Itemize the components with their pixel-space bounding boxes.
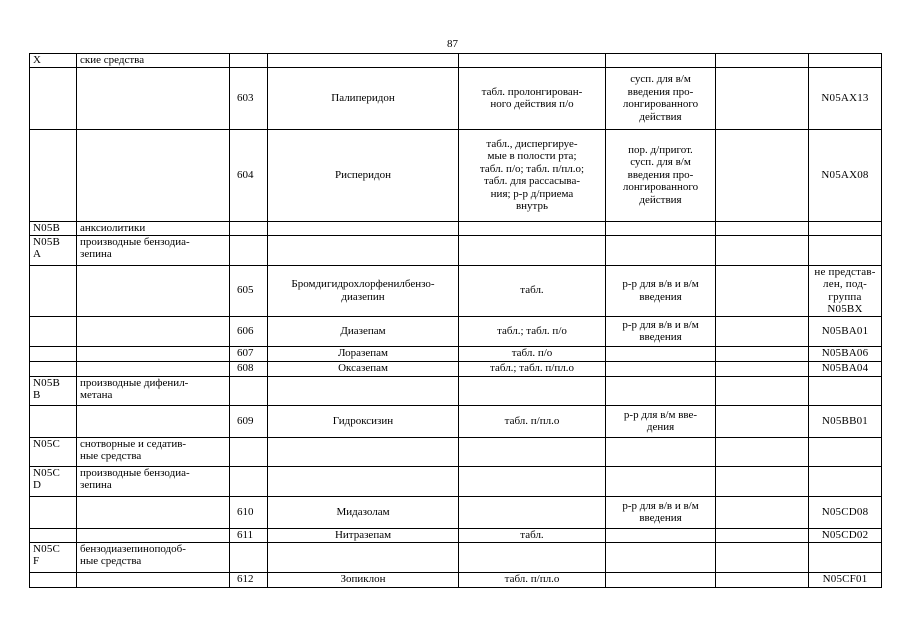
atc-code-cell: N05BA04 — [809, 361, 882, 376]
atc-group-code-cell — [30, 361, 77, 376]
dosage-form-cell — [459, 437, 606, 466]
drug-name-cell — [268, 221, 459, 235]
injection-form-cell — [606, 221, 716, 235]
empty-cell — [716, 346, 809, 361]
dosage-form-cell — [459, 54, 606, 68]
dosage-form-cell: табл.; табл. п/о — [459, 316, 606, 346]
drug-name-cell: Палиперидон — [268, 67, 459, 129]
table-row — [30, 376, 882, 405]
item-number-cell: 604 — [230, 129, 268, 221]
empty-cell — [716, 316, 809, 346]
atc-group-code-cell: N05C F — [30, 542, 77, 572]
drug-name-cell: Бромдигидрохлорфенилбензо- диазепин — [268, 265, 459, 316]
item-number-cell: 609 — [230, 405, 268, 437]
item-number-cell — [230, 542, 268, 572]
group-name-cell: бензодиазепиноподоб- ные средства — [77, 542, 230, 572]
empty-cell — [716, 572, 809, 587]
empty-cell — [716, 235, 809, 265]
injection-form-cell: сусп. для в/м введения про- лонгированного действия — [606, 67, 716, 129]
empty-cell — [716, 67, 809, 129]
table-row — [30, 466, 882, 496]
dosage-form-cell — [459, 466, 606, 496]
group-name-cell — [77, 129, 230, 221]
drug-name-cell: Нитразепам — [268, 528, 459, 542]
atc-code-cell — [809, 376, 882, 405]
drug-name-cell: Рисперидон — [268, 129, 459, 221]
item-number-cell: 608 — [230, 361, 268, 376]
dosage-form-cell: табл.; табл. п/пл.о — [459, 361, 606, 376]
item-number-cell: 611 — [230, 528, 268, 542]
atc-code-cell: N05BB01 — [809, 405, 882, 437]
group-name-cell: ские средства — [77, 54, 230, 68]
injection-form-cell — [606, 376, 716, 405]
drug-name-cell: Мидазолам — [268, 496, 459, 528]
group-name-cell — [77, 265, 230, 316]
atc-code-cell: N05AX08 — [809, 129, 882, 221]
group-name-cell: снотворные и седатив- ные средства — [77, 437, 230, 466]
item-number-cell: 610 — [230, 496, 268, 528]
dosage-form-cell: табл. п/пл.о — [459, 405, 606, 437]
atc-code-cell — [809, 235, 882, 265]
table-row — [30, 346, 882, 361]
atc-code-cell — [809, 221, 882, 235]
group-name-cell — [77, 405, 230, 437]
dosage-form-cell: табл. пролонгирован- ного действия п/о — [459, 67, 606, 129]
atc-code-cell — [809, 437, 882, 466]
item-number-cell: 607 — [230, 346, 268, 361]
atc-group-code-cell — [30, 265, 77, 316]
atc-group-code-cell — [30, 129, 77, 221]
drug-list-table — [29, 53, 882, 588]
dosage-form-cell — [459, 235, 606, 265]
atc-code-cell: N05CF01 — [809, 572, 882, 587]
table-row — [30, 572, 882, 587]
dosage-form-cell — [459, 542, 606, 572]
group-name-cell — [77, 361, 230, 376]
injection-form-cell — [606, 437, 716, 466]
atc-group-code-cell: X — [30, 54, 77, 68]
group-name-cell: производные дифенил- метана — [77, 376, 230, 405]
atc-code-cell: N05CD08 — [809, 496, 882, 528]
atc-code-cell — [809, 466, 882, 496]
item-number-cell: 603 — [230, 67, 268, 129]
drug-name-cell — [268, 235, 459, 265]
item-number-cell: 612 — [230, 572, 268, 587]
injection-form-cell — [606, 54, 716, 68]
injection-form-cell: р-р для в/в и в/м введения — [606, 265, 716, 316]
atc-group-code-cell: N05B A — [30, 235, 77, 265]
drug-name-cell: Гидроксизин — [268, 405, 459, 437]
dosage-form-cell — [459, 221, 606, 235]
drug-name-cell — [268, 54, 459, 68]
atc-group-code-cell: N05C — [30, 437, 77, 466]
atc-group-code-cell — [30, 405, 77, 437]
drug-name-cell: Диазепам — [268, 316, 459, 346]
table-row — [30, 235, 882, 265]
atc-group-code-cell — [30, 528, 77, 542]
atc-code-cell: N05BA01 — [809, 316, 882, 346]
table-row — [30, 67, 882, 129]
atc-group-code-cell: N05B — [30, 221, 77, 235]
dosage-form-cell: табл. — [459, 528, 606, 542]
group-name-cell: производные бензодиа- зепина — [77, 466, 230, 496]
dosage-form-cell: табл. п/пл.о — [459, 572, 606, 587]
injection-form-cell: р-р для в/в и в/м введения — [606, 316, 716, 346]
item-number-cell — [230, 221, 268, 235]
dosage-form-cell: табл. — [459, 265, 606, 316]
group-name-cell — [77, 572, 230, 587]
group-name-cell — [77, 496, 230, 528]
item-number-cell — [230, 235, 268, 265]
item-number-cell — [230, 54, 268, 68]
table-row — [30, 542, 882, 572]
dosage-form-cell: табл., диспергируе- мые в полости рта; табл. п/о; табл. п/пл.о; табл. для рассасыва- ния; р-р д/приема внутрь — [459, 129, 606, 221]
group-name-cell: анксиолитики — [77, 221, 230, 235]
atc-code-cell: не представ- лен, под- группа N05BX — [809, 265, 882, 316]
empty-cell — [716, 376, 809, 405]
injection-form-cell: р-р для в/м вве- дения — [606, 405, 716, 437]
group-name-cell: производные бензодиа- зепина — [77, 235, 230, 265]
atc-group-code-cell: N05C D — [30, 466, 77, 496]
table-row — [30, 129, 882, 221]
table-row — [30, 221, 882, 235]
table-row — [30, 316, 882, 346]
atc-code-cell: N05BA06 — [809, 346, 882, 361]
item-number-cell — [230, 376, 268, 405]
injection-form-cell — [606, 466, 716, 496]
group-name-cell — [77, 67, 230, 129]
item-number-cell — [230, 437, 268, 466]
empty-cell — [716, 221, 809, 235]
empty-cell — [716, 542, 809, 572]
empty-cell — [716, 265, 809, 316]
injection-form-cell — [606, 361, 716, 376]
drug-name-cell — [268, 542, 459, 572]
injection-form-cell — [606, 542, 716, 572]
drug-name-cell: Зопиклон — [268, 572, 459, 587]
drug-name-cell — [268, 376, 459, 405]
group-name-cell — [77, 316, 230, 346]
drug-name-cell: Оксазепам — [268, 361, 459, 376]
drug-name-cell — [268, 437, 459, 466]
injection-form-cell — [606, 346, 716, 361]
injection-form-cell: пор. д/пригот. сусп. для в/м введения про- лонгированного действия — [606, 129, 716, 221]
table-row — [30, 437, 882, 466]
injection-form-cell — [606, 572, 716, 587]
atc-code-cell: N05AX13 — [809, 67, 882, 129]
empty-cell — [716, 496, 809, 528]
page-number: 87 — [447, 38, 458, 50]
atc-group-code-cell — [30, 346, 77, 361]
table-body — [30, 54, 882, 588]
atc-group-code-cell — [30, 316, 77, 346]
atc-code-cell — [809, 542, 882, 572]
injection-form-cell — [606, 235, 716, 265]
empty-cell — [716, 54, 809, 68]
table-row — [30, 405, 882, 437]
atc-group-code-cell — [30, 496, 77, 528]
table-row — [30, 361, 882, 376]
group-name-cell — [77, 346, 230, 361]
drug-name-cell: Лоразепам — [268, 346, 459, 361]
item-number-cell: 605 — [230, 265, 268, 316]
empty-cell — [716, 361, 809, 376]
empty-cell — [716, 528, 809, 542]
item-number-cell — [230, 466, 268, 496]
empty-cell — [716, 437, 809, 466]
injection-form-cell: р-р для в/в и в/м введения — [606, 496, 716, 528]
table-row — [30, 54, 882, 68]
atc-group-code-cell — [30, 572, 77, 587]
injection-form-cell — [606, 528, 716, 542]
empty-cell — [716, 466, 809, 496]
group-name-cell — [77, 528, 230, 542]
drug-name-cell — [268, 466, 459, 496]
empty-cell — [716, 129, 809, 221]
table-row — [30, 528, 882, 542]
atc-group-code-cell — [30, 67, 77, 129]
atc-code-cell — [809, 54, 882, 68]
dosage-form-cell — [459, 376, 606, 405]
atc-code-cell: N05CD02 — [809, 528, 882, 542]
empty-cell — [716, 405, 809, 437]
table-row — [30, 496, 882, 528]
atc-group-code-cell: N05B B — [30, 376, 77, 405]
dosage-form-cell — [459, 496, 606, 528]
table-row — [30, 265, 882, 316]
item-number-cell: 606 — [230, 316, 268, 346]
dosage-form-cell: табл. п/о — [459, 346, 606, 361]
